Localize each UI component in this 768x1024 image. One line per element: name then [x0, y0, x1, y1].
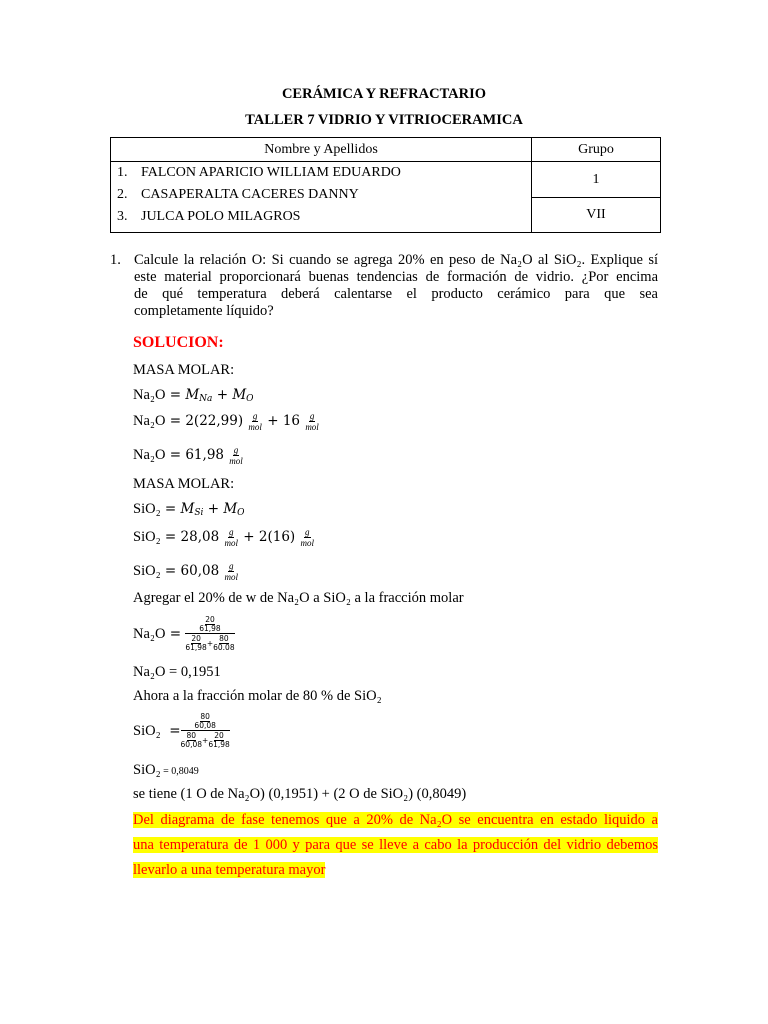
question-line: completamente líquido? [134, 303, 274, 319]
question-number: 1. [110, 252, 121, 268]
equation-na2o-molar: $Na_2O = M_{Na} + M_O$ [133, 387, 254, 404]
section-label: MASA MOLAR: [133, 362, 235, 378]
conclusion-line: llevarlo a una temperatura mayor [133, 862, 326, 878]
equation-sio2-values: SiO₂ = 28,08 $\frac{g}{\text{mol}}$ + 2(16) $\frac{g}{\text{mol}}$ [133, 527, 314, 548]
question-line: de qué temperatura deberá calentarse el producto cerámico para que sea [134, 286, 658, 302]
question-line: este material proporcionará buenas tendencias de formación de vidrio. ¿Por encima [134, 269, 658, 285]
equation-sio2-result: SiO₂ = 60,08 $\frac{g}{\text{mol}}$ [133, 561, 238, 582]
equation-sio2-fraction: SiO₂ = 80 60,08 80 60,08 + $\frac{20}{61,98}$ [133, 712, 230, 749]
group-value-2: VII [532, 198, 661, 233]
member-row: 3. JULCA POLO MILAGROS [117, 209, 301, 224]
equation-na2o-values: Na₂O = 2(22,99) $\frac{g}{\text{mol}}$ + 16 $\frac{g}{\text{mol}}$ [133, 411, 319, 432]
solution-heading: SOLUCION: [133, 334, 224, 351]
compound-fraction: 80 60,08 80 60,08 + $\frac{20}{61,98}$ [180, 712, 230, 749]
conclusion-line: Del diagrama de fase tenemos que a 20% de Na₂O se encuentra en estado liquido a [133, 812, 658, 828]
ahora-line: Ahora a la fracción molar de 80 % de SiO₂ [133, 688, 382, 704]
header-group: Grupo [532, 138, 661, 162]
members-table [110, 137, 661, 233]
member-row: 1. FALCON APARICIO WILLIAM EDUARDO [117, 165, 401, 180]
equation-na2o-result: Na₂O = 61,98 $\frac{g}{\text{mol}}$ [133, 445, 243, 466]
compound-fraction: 20 61,98 20 61,98 + $\frac{80}{60.08}$ [185, 615, 235, 652]
sio2-result-line: SiO₂ = 0,8049 [133, 762, 199, 778]
section-label: MASA MOLAR: [133, 476, 235, 492]
na2o-result-line: Na₂O = 0,1951 [133, 664, 221, 680]
agregar-line: Agregar el 20% de w de Na₂O a SiO₂ a la fracción molar [133, 590, 464, 606]
group-value-1: 1 [532, 162, 661, 198]
se-tiene-line: se tiene (1 O de Na₂O) (0,1951) + (2 O de SiO₂) (0,8049) [133, 786, 467, 802]
question-line: Calcule la relación O: Si cuando se agrega 20% en peso de Na₂O al SiO₂. Explique sí [134, 252, 658, 268]
document-subtitle: TALLER 7 VIDRIO Y VITRIOCERAMICA [245, 112, 523, 128]
conclusion-line: una temperatura de 1 000 y para que se lleve a cabo la producción del vidrio debemos [133, 837, 658, 853]
equation-na2o-fraction: Na₂O = 20 61,98 20 61,98 + $\frac{80}{60.08}$ [133, 615, 235, 652]
member-row: 2. CASAPERALTA CACERES DANNY [117, 187, 359, 202]
members-cell [111, 162, 532, 233]
document-title: CERÁMICA Y REFRACTARIO [281, 86, 487, 102]
equation-sio2-molar: $SiO_2 = M_{Si} + M_O$ [133, 501, 245, 518]
header-name: Nombre y Apellidos [111, 138, 532, 162]
